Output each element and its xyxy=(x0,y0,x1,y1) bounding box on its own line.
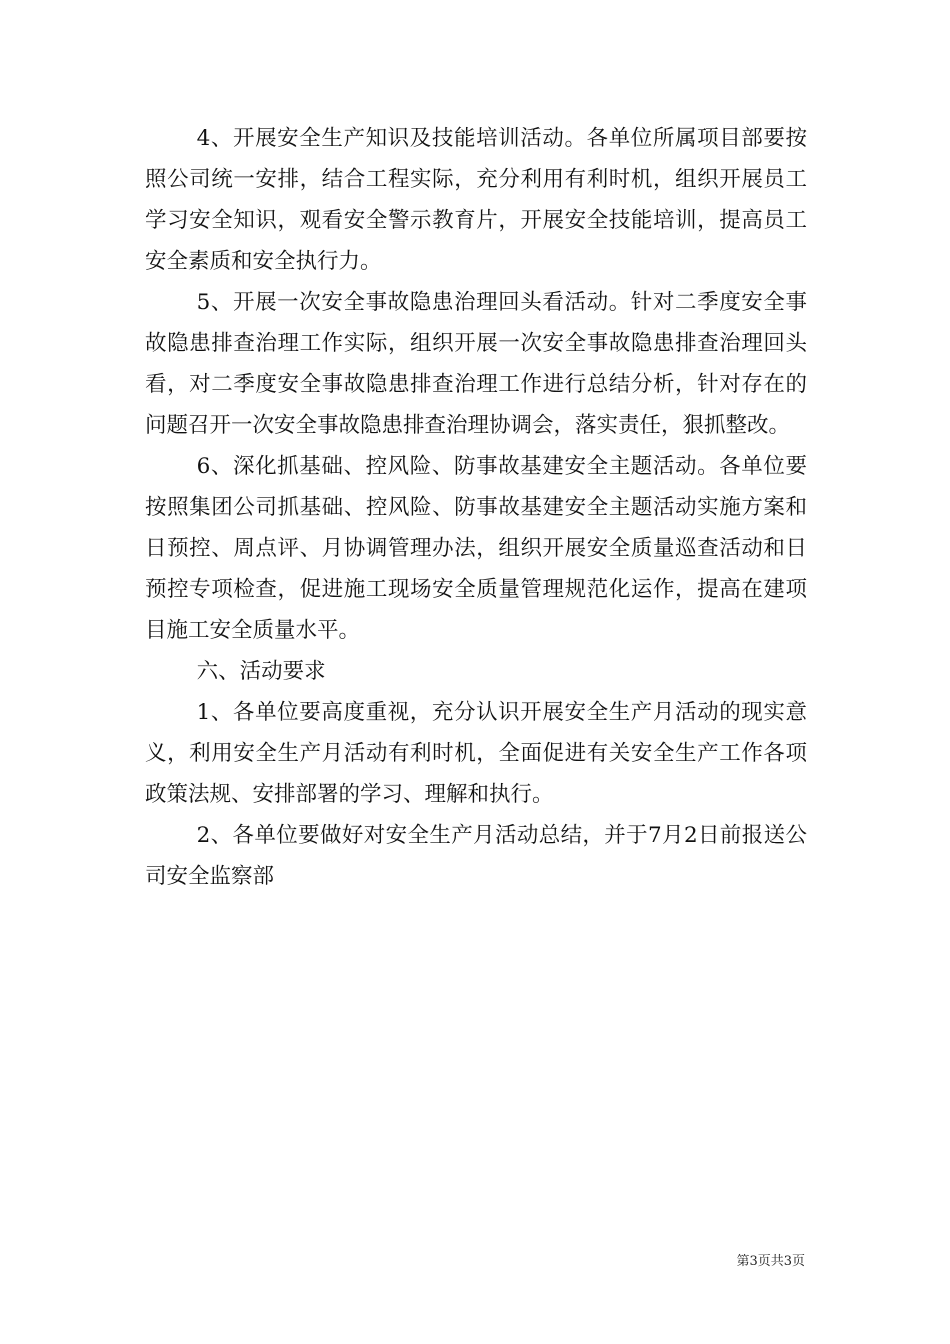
paragraph-item-6: 6、深化抓基础、控风险、防事故基建安全主题活动。各单位要按照集团公司抓基础、控风险、防事故基建安全主题活动实施方案和日预控、周点评、月协调管理办法，组织开展安全质量巡查活动和日预控专项检查，促进施工现场安全质量管理规范化运作，提高在建项目施工安全质量水平。 xyxy=(145,454,807,643)
requirement-item-1: 1、各单位要高度重视，充分认识开展安全生产月活动的现实意义，利用安全生产月活动有利时机，全面促进有关安全生产工作各项政策法规、安排部署的学习、理解和执行。 xyxy=(145,700,807,807)
page-number-footer: 第3页共3页 xyxy=(736,1254,805,1269)
requirement-item-2: 2、各单位要做好对安全生产月活动总结，并于7月2日前报送公司安全监察部 xyxy=(145,823,807,889)
section-heading-activity-requirements: 六、活动要求 xyxy=(196,659,326,684)
paragraph-item-4: 4、开展安全生产知识及技能培训活动。各单位所属项目部要按照公司统一安排，结合工程实际，充分利用有利时机，组织开展员工学习安全知识，观看安全警示教育片，开展安全技能培训，提高员工安全素质和安全执行力。 xyxy=(145,126,807,274)
document-body xyxy=(145,118,807,897)
paragraph-item-5: 5、开展一次安全事故隐患治理回头看活动。针对二季度安全事故隐患排查治理工作实际，组织开展一次安全事故隐患排查治理回头看，对二季度安全事故隐患排查治理工作进行总结分析，针对存在的问题召开一次安全事故隐患排查治理协调会，落实责任，狠抓整改。 xyxy=(145,290,807,438)
